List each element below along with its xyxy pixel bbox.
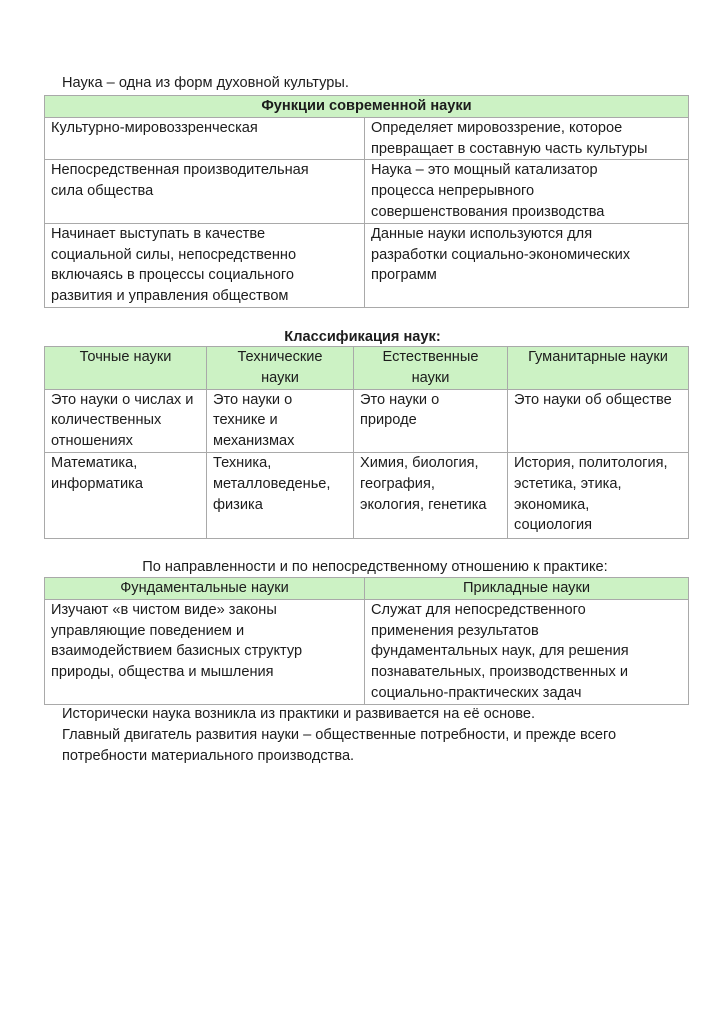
table-row [45, 223, 689, 307]
definition-cell: Это науки об обществе [508, 389, 689, 452]
header-applied: Прикладные науки [365, 578, 689, 600]
examples-cell: История, политология, эстетика, этика, экономика, социология [508, 452, 689, 538]
functions-table [44, 95, 689, 308]
direction-caption: По направленности и по непосредственному отношению к практике: [142, 559, 608, 575]
examples-cell: Математика, информатика [45, 452, 207, 538]
applied-description-cell: Служат для непосредственного применения результатов фундаментальных наук, для решения познавательных, производственных и социально-практических задач [365, 599, 689, 704]
header-natural-sciences: Естественные науки [354, 347, 508, 390]
function-description-cell: Определяет мировоззрение, которое превращает в составную часть культуры [365, 117, 689, 160]
functions-table-title: Функции современной науки [45, 96, 689, 118]
table-row [45, 389, 689, 452]
definition-cell: Это науки о технике и механизмах [207, 389, 354, 452]
closing-line: потребности материального производства. [62, 747, 355, 764]
classification-title: Классификация наук: [284, 329, 441, 345]
practice-table [44, 577, 689, 705]
closing-paragraph [62, 704, 702, 766]
header-technical-sciences: Технические науки [207, 347, 354, 390]
fundamental-description-cell: Изучают «в чистом виде» законы управляющие поведением и взаимодействием базисных структур природы, общества и мышления [45, 599, 365, 704]
table-row [45, 452, 689, 538]
table-row [45, 599, 689, 704]
function-name-cell: Начинает выступать в качестве социальной силы, непосредственно включаясь в процессы социального развития и управления обществом [45, 223, 365, 307]
function-description-cell: Наука – это мощный катализатор процесса непрерывного совершенствования производства [365, 160, 689, 223]
function-name-cell: Непосредственная производительная сила общества [45, 160, 365, 223]
examples-cell: Химия, биология, география, экология, генетика [354, 452, 508, 538]
table-row [45, 117, 689, 160]
examples-cell: Техника, металловеденье, физика [207, 452, 354, 538]
table-header-row [45, 578, 689, 600]
function-description-cell: Данные науки используются для разработки социально-экономических программ [365, 223, 689, 307]
function-name-cell: Культурно-мировоззренческая [45, 117, 365, 160]
intro-text: Наука – одна из форм духовной культуры. [62, 75, 349, 91]
table-row [45, 160, 689, 223]
closing-line: Исторически наука возникла из практики и развивается на её основе. [62, 706, 536, 722]
header-exact-sciences: Точные науки [45, 347, 207, 390]
header-fundamental: Фундаментальные науки [45, 578, 365, 600]
definition-cell: Это науки о числах и количественных отношениях [45, 389, 207, 452]
definition-cell: Это науки о природе [354, 389, 508, 452]
table-header-row [45, 347, 689, 390]
closing-line: Главный двигатель развития науки – общественные потребности, и прежде всего [62, 726, 617, 743]
header-humanities: Гуманитарные науки [508, 347, 689, 390]
classification-table [44, 346, 689, 539]
